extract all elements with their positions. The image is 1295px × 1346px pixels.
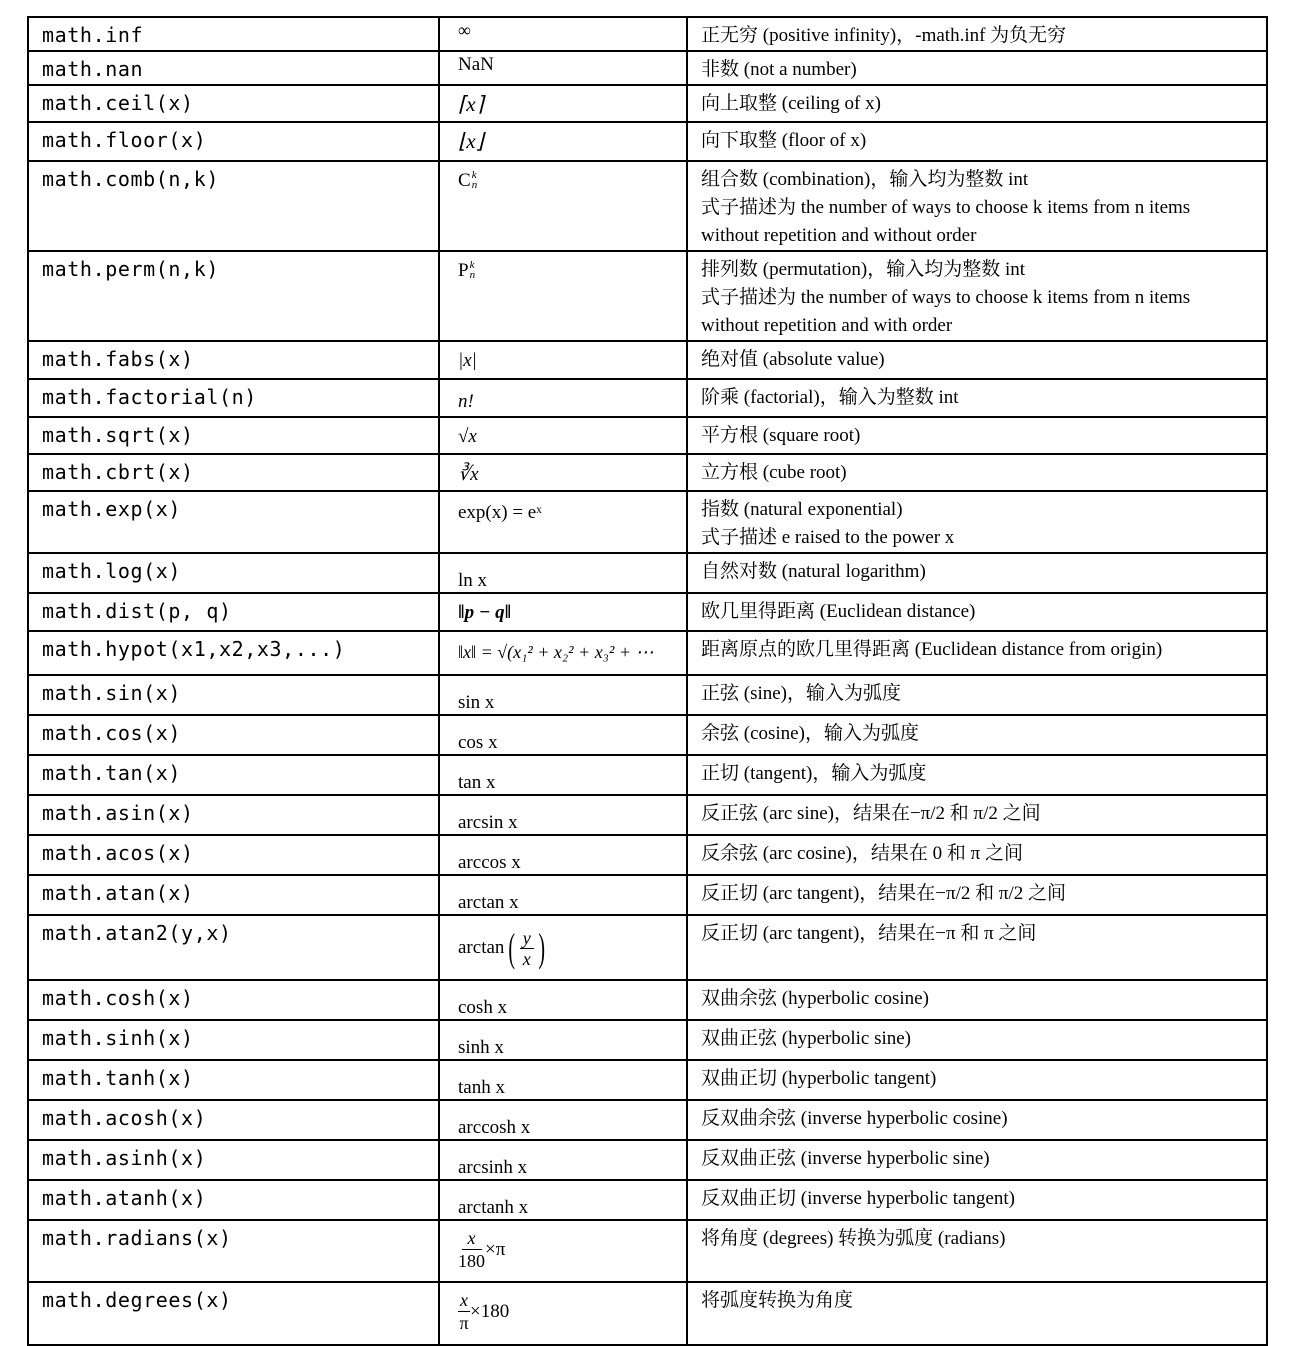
table-row xyxy=(28,417,1267,454)
formula-cell xyxy=(439,715,687,755)
function-name-cell: math.asin(x) xyxy=(28,795,439,835)
function-name-cell: math.dist(p, q) xyxy=(28,593,439,631)
description-cell: 反余弦 (arc cosine)，结果在 0 和 π 之间 xyxy=(687,835,1267,875)
table-row xyxy=(28,85,1267,122)
description-cell: 正弦 (sine)，输入为弧度 xyxy=(687,675,1267,715)
formula-cell xyxy=(439,1100,687,1140)
table-row xyxy=(28,1282,1267,1345)
description-cell: 自然对数 (natural logarithm) xyxy=(687,553,1267,593)
table-row xyxy=(28,1020,1267,1060)
table-row xyxy=(28,553,1267,593)
description-line: 式子描述为 the number of ways to choose k items from n items xyxy=(701,197,1191,218)
function-name-cell: math.ceil(x) xyxy=(28,85,439,122)
table-row xyxy=(28,51,1267,85)
function-name-cell: math.tanh(x) xyxy=(28,1060,439,1100)
formula-cell xyxy=(439,1140,687,1180)
formula-cell xyxy=(439,593,687,631)
function-name-cell: math.exp(x) xyxy=(28,491,439,553)
formula-cell xyxy=(439,17,687,51)
function-name-cell: math.atan(x) xyxy=(28,875,439,915)
table-row xyxy=(28,1060,1267,1100)
formula: C k n xyxy=(458,169,478,191)
function-name-cell: math.sinh(x) xyxy=(28,1020,439,1060)
formula: $\frac{x}{180}$ ×π xyxy=(458,1228,506,1271)
formula: ∞ xyxy=(458,20,471,40)
function-name-cell: math.log(x) xyxy=(28,553,439,593)
formula: √x xyxy=(458,426,477,447)
table-row xyxy=(28,161,1267,251)
formula-cell xyxy=(439,1220,687,1282)
function-name-cell: math.acosh(x) xyxy=(28,1100,439,1140)
function-name-cell: math.tan(x) xyxy=(28,755,439,795)
formula-cell xyxy=(439,835,687,875)
description-line: 式子描述 e raised to the power x xyxy=(701,527,955,548)
description-cell: 反双曲余弦 (inverse hyperbolic cosine) xyxy=(687,1100,1267,1140)
formula-cell xyxy=(439,1020,687,1060)
function-name-cell: math.perm(n,k) xyxy=(28,251,439,341)
formula: n! xyxy=(458,391,474,412)
description-cell: 平方根 (square root) xyxy=(687,417,1267,454)
table-row xyxy=(28,715,1267,755)
description-cell: 向下取整 (floor of x) xyxy=(687,122,1267,161)
formula: arccosh x xyxy=(458,1117,531,1138)
formula: arctan ( y x ) xyxy=(458,925,545,970)
formula-cell xyxy=(439,454,687,491)
formula: arcsinh x xyxy=(458,1157,528,1178)
description-cell: 将弧度转换为角度 xyxy=(687,1282,1267,1345)
description-cell: 双曲余弦 (hyperbolic cosine) xyxy=(687,980,1267,1020)
description-cell: 双曲正切 (hyperbolic tangent) xyxy=(687,1060,1267,1100)
formula-cell xyxy=(439,1282,687,1345)
table-row xyxy=(28,1220,1267,1282)
function-name-cell: math.degrees(x) xyxy=(28,1282,439,1345)
description-line: 式子描述为 the number of ways to choose k items from n items xyxy=(701,287,1191,308)
description-cell: 向上取整 (ceiling of x) xyxy=(687,85,1267,122)
description-line: 组合数 (combination)，输入均为整数 int xyxy=(701,169,1029,190)
formula: sin x xyxy=(458,692,495,713)
description-cell: 欧几里得距离 (Euclidean distance) xyxy=(687,593,1267,631)
function-name-cell: math.atan2(y,x) xyxy=(28,915,439,980)
description-cell: 将角度 (degrees) 转换为弧度 (radians) xyxy=(687,1220,1267,1282)
table-row xyxy=(28,1100,1267,1140)
function-name-cell: math.cbrt(x) xyxy=(28,454,439,491)
description-cell: 反正切 (arc tangent)，结果在−π/2 和 π/2 之间 xyxy=(687,875,1267,915)
formula-cell xyxy=(439,85,687,122)
formula-cell xyxy=(439,755,687,795)
function-name-cell: math.factorial(n) xyxy=(28,379,439,417)
formula-cell xyxy=(439,341,687,379)
formula: tan x xyxy=(458,772,496,793)
description-cell: 立方根 (cube root) xyxy=(687,454,1267,491)
function-name-cell: math.comb(n,k) xyxy=(28,161,439,251)
description-line: 排列数 (permutation)，输入均为整数 int xyxy=(701,259,1026,280)
formula: $\frac{x}{\pi}$ ×180 xyxy=(459,1290,510,1333)
description-cell: 正切 (tangent)，输入为弧度 xyxy=(687,755,1267,795)
formula: cos x xyxy=(458,732,498,753)
description-cell: 反双曲正弦 (inverse hyperbolic sine) xyxy=(687,1140,1267,1180)
formula: arccos x xyxy=(458,852,521,873)
formula: ⌊x⌋ xyxy=(458,129,484,153)
table-row xyxy=(28,1140,1267,1180)
table-row xyxy=(28,835,1267,875)
table-row xyxy=(28,980,1267,1020)
formula: ln x xyxy=(458,570,488,591)
table-row xyxy=(28,454,1267,491)
description-cell: 反正切 (arc tangent)，结果在−π 和 π 之间 xyxy=(687,915,1267,980)
formula-cell xyxy=(439,491,687,553)
table-row xyxy=(28,875,1267,915)
formula-cell xyxy=(439,51,687,85)
formula-cell xyxy=(439,915,687,980)
formula: cosh x xyxy=(458,997,508,1018)
function-name-cell: math.hypot(x1,x2,x3,...) xyxy=(28,631,439,675)
table-row xyxy=(28,122,1267,161)
description-cell: 绝对值 (absolute value) xyxy=(687,341,1267,379)
formula: P k n xyxy=(458,259,476,281)
formula: ∛x xyxy=(458,464,479,485)
formula-cell xyxy=(439,980,687,1020)
formula: sinh x xyxy=(458,1037,504,1058)
formula-cell xyxy=(439,251,687,341)
function-name-cell: math.cos(x) xyxy=(28,715,439,755)
function-name-cell: math.inf xyxy=(28,17,439,51)
formula: NaN xyxy=(458,54,494,75)
function-name-cell: math.atanh(x) xyxy=(28,1180,439,1220)
description-cell: 余弦 (cosine)，输入为弧度 xyxy=(687,715,1267,755)
formula-cell xyxy=(439,417,687,454)
table-row xyxy=(28,915,1267,980)
function-name-cell: math.radians(x) xyxy=(28,1220,439,1282)
function-name-cell: math.sin(x) xyxy=(28,675,439,715)
description-cell: 非数 (not a number) xyxy=(687,51,1267,85)
table-row xyxy=(28,17,1267,51)
formula-cell xyxy=(439,795,687,835)
formula: ⌈x⌉ xyxy=(458,92,484,116)
table-row xyxy=(28,593,1267,631)
table-row xyxy=(28,341,1267,379)
table-row xyxy=(28,631,1267,675)
table-row xyxy=(28,755,1267,795)
table-row xyxy=(28,795,1267,835)
description-cell: 正无穷 (positive infinity)，-math.inf 为负无穷 xyxy=(687,17,1267,51)
function-name-cell: math.acos(x) xyxy=(28,835,439,875)
formula-cell xyxy=(439,675,687,715)
function-name-cell: math.cosh(x) xyxy=(28,980,439,1020)
description-cell xyxy=(687,491,1267,553)
function-name-cell: math.fabs(x) xyxy=(28,341,439,379)
formula-cell xyxy=(439,1180,687,1220)
table-row xyxy=(28,675,1267,715)
formula-cell xyxy=(439,1060,687,1100)
function-name-cell: math.asinh(x) xyxy=(28,1140,439,1180)
description-cell: 双曲正弦 (hyperbolic sine) xyxy=(687,1020,1267,1060)
formula: exp(x) = eˣ xyxy=(458,502,542,523)
description-cell xyxy=(687,161,1267,251)
table-row xyxy=(28,491,1267,553)
table-row xyxy=(28,1180,1267,1220)
formula: arctan x xyxy=(458,892,519,913)
description-cell: 距离原点的欧几里得距离 (Euclidean distance from origin) xyxy=(687,631,1267,675)
description-cell: 反正弦 (arc sine)，结果在−π/2 和 π/2 之间 xyxy=(687,795,1267,835)
formula: arcsin x xyxy=(458,812,518,833)
table-row xyxy=(28,379,1267,417)
formula: tanh x xyxy=(458,1077,505,1098)
description-cell xyxy=(687,251,1267,341)
table-row xyxy=(28,251,1267,341)
formula-cell xyxy=(439,161,687,251)
formula: ‖x‖ = √(x₁² + x₂² + x₃² + ⋯ xyxy=(458,642,654,662)
formula: |x| xyxy=(458,350,477,371)
description-cell: 阶乘 (factorial)，输入为整数 int xyxy=(687,379,1267,417)
function-name-cell: math.sqrt(x) xyxy=(28,417,439,454)
formula-cell xyxy=(439,122,687,161)
function-name-cell: math.nan xyxy=(28,51,439,85)
description-line: 指数 (natural exponential) xyxy=(701,499,903,520)
formula-cell xyxy=(439,553,687,593)
formula: arctanh x xyxy=(458,1197,529,1218)
description-line: without repetition and without order xyxy=(701,225,977,246)
formula-cell xyxy=(439,875,687,915)
formula-cell xyxy=(439,379,687,417)
description-cell: 反双曲正切 (inverse hyperbolic tangent) xyxy=(687,1180,1267,1220)
function-name-cell: math.floor(x) xyxy=(28,122,439,161)
formula-cell xyxy=(439,631,687,675)
description-line: without repetition and with order xyxy=(701,315,953,336)
math-functions-table xyxy=(27,16,1268,1346)
formula: ‖p − q‖ xyxy=(458,602,512,623)
